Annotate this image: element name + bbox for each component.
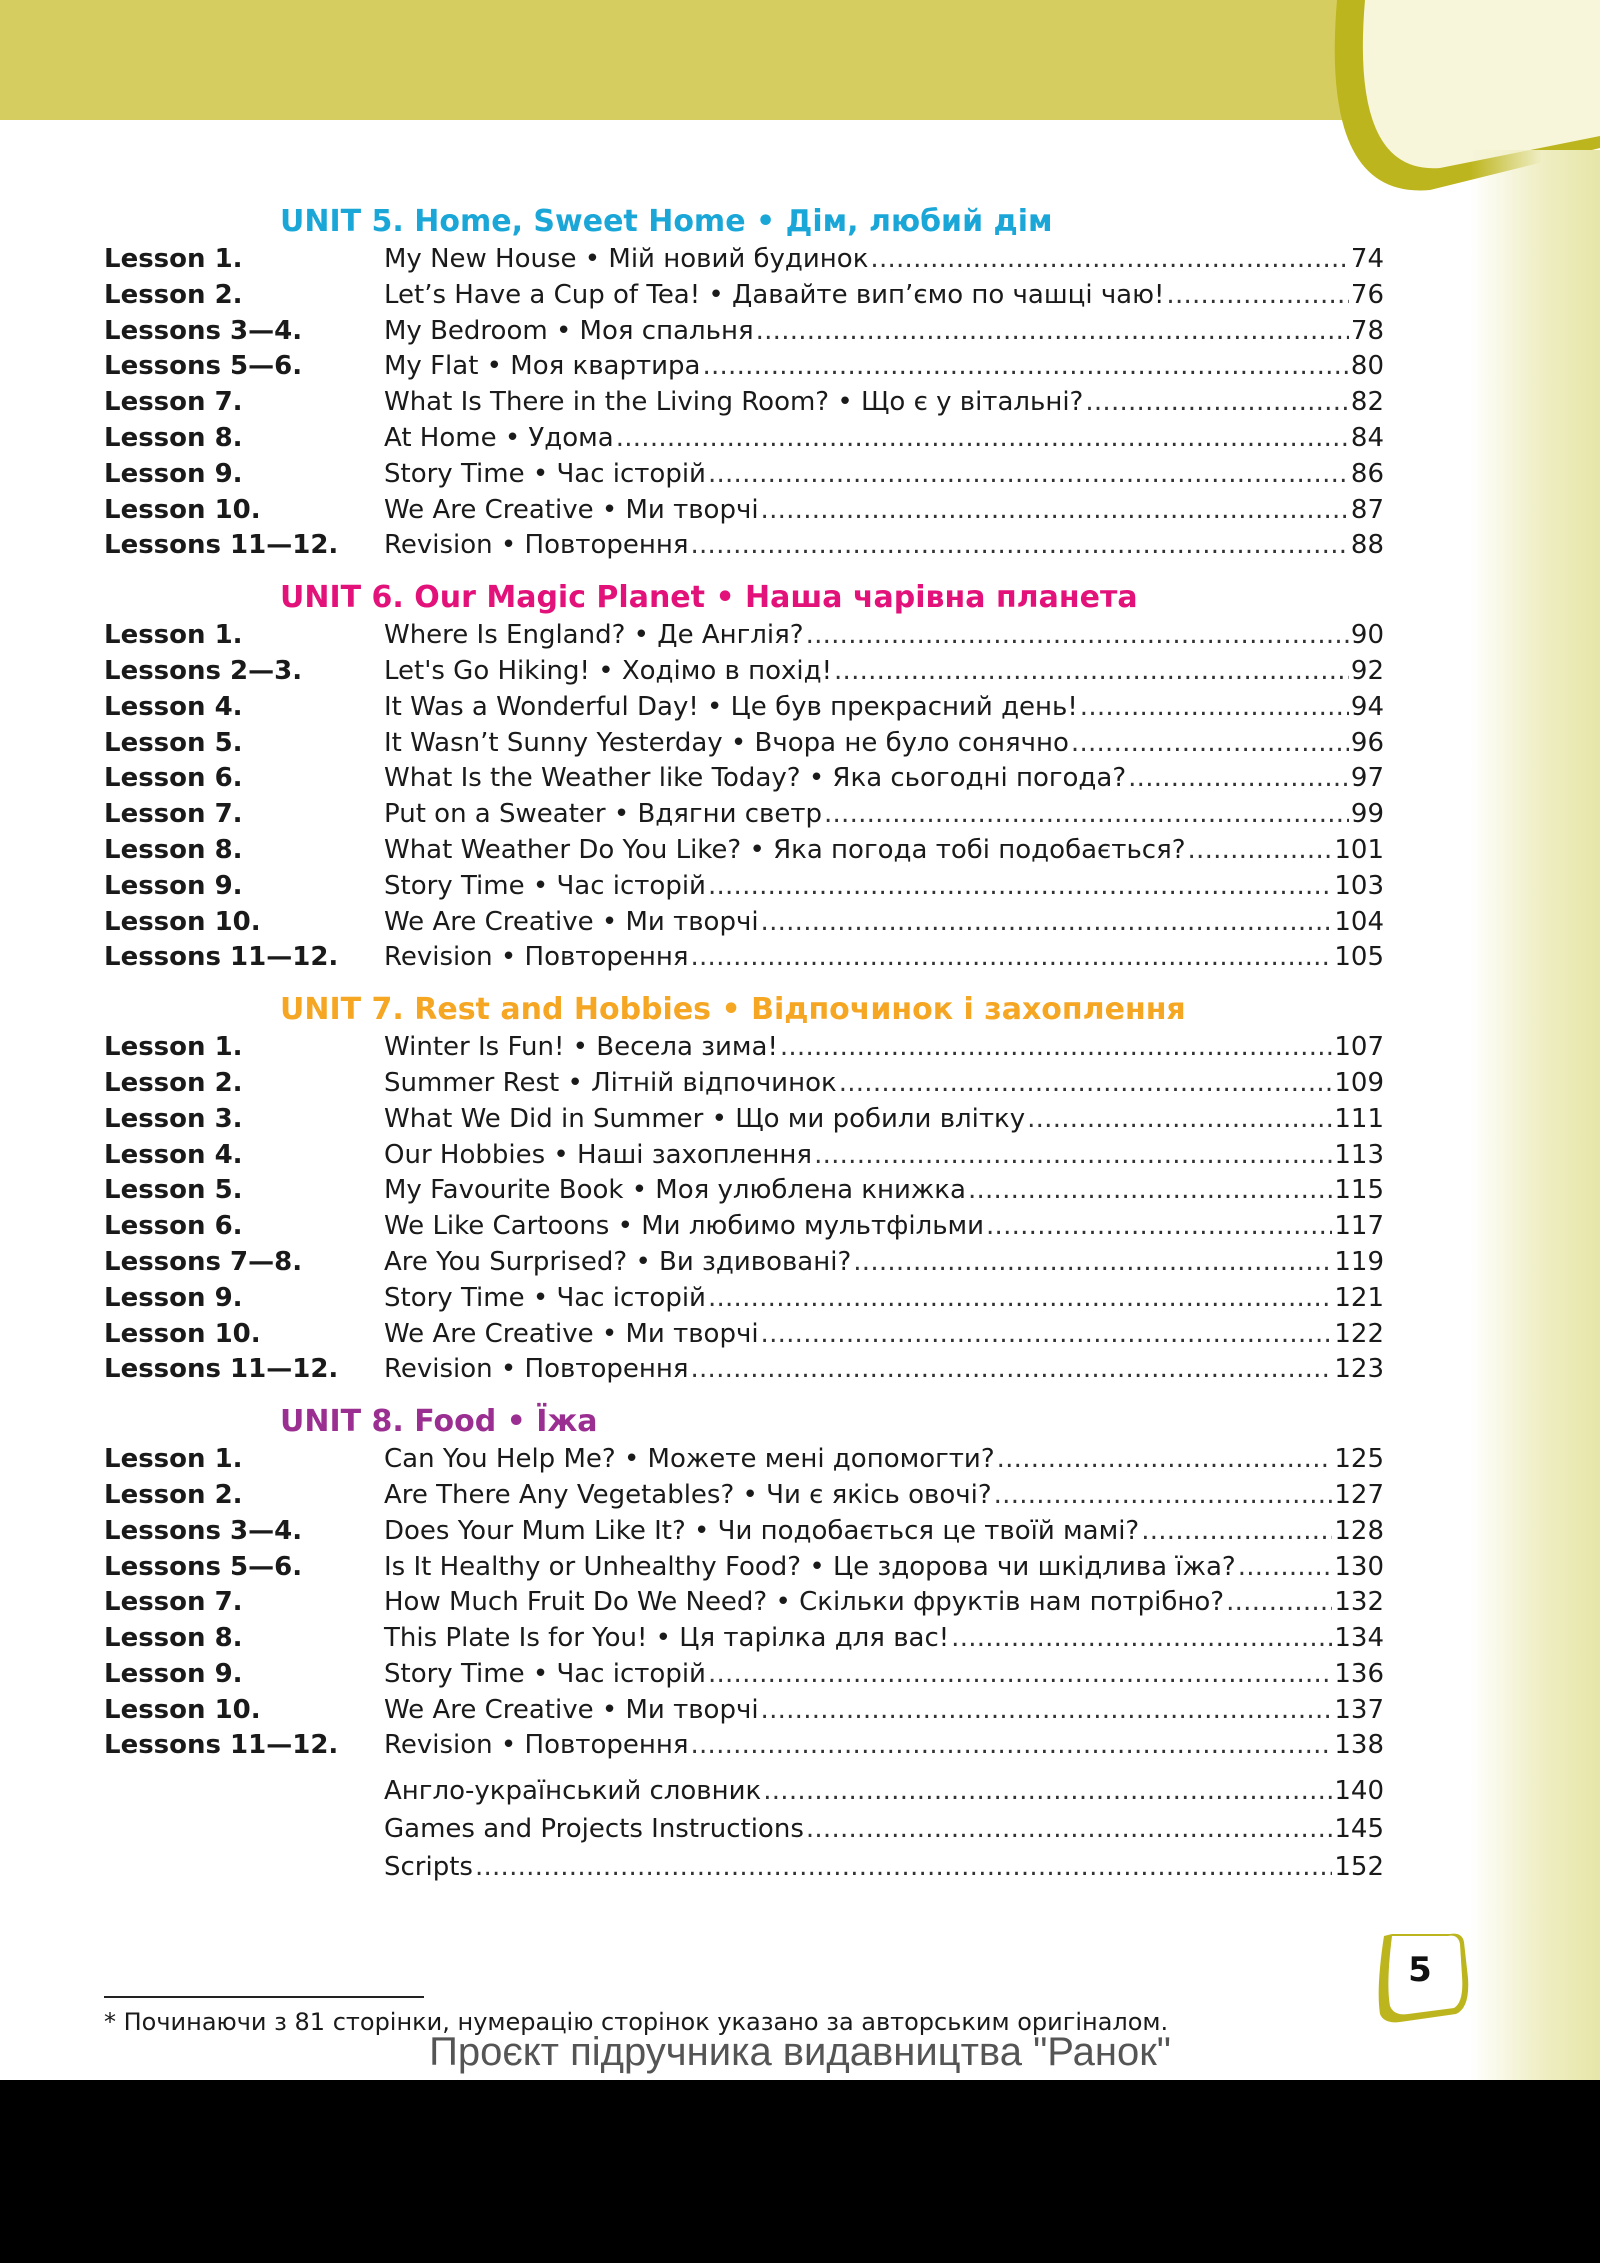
page-ref: 123: [1334, 1354, 1384, 1385]
page-ref: 84: [1350, 422, 1384, 453]
page-ref: 109: [1334, 1067, 1384, 1098]
lesson-title: What Weather Do You Like? • Яка погода тобі подобається?: [384, 834, 1186, 865]
dot-leader: [708, 871, 1332, 901]
lesson-title: Revision • Повторення: [384, 942, 689, 973]
dot-leader: [761, 1319, 1333, 1349]
lesson-title: Can You Help Me? • Можете мені допомогти?: [384, 1444, 995, 1475]
lesson-label: Lesson 5.: [104, 1175, 243, 1206]
page-ref: 140: [1334, 1776, 1384, 1807]
toc-row: [104, 1814, 1384, 1852]
page-ref: 145: [1334, 1814, 1384, 1845]
page-ref: 80: [1350, 351, 1384, 382]
unit-title: UNIT 7. Rest and Hobbies • Відпочинок і захоплення: [280, 992, 1186, 1028]
lesson-label: Lessons 11—12.: [104, 1354, 339, 1385]
lesson-title: Winter Is Fun! • Весела зима!: [384, 1032, 778, 1063]
dot-leader: [853, 1247, 1332, 1277]
lesson-title: Revision • Повторення: [384, 1730, 689, 1761]
dot-leader: [702, 351, 1348, 381]
lesson-label: Lessons 3—4.: [104, 1515, 303, 1546]
page-ref: 101: [1334, 834, 1384, 865]
dot-leader: [763, 1776, 1332, 1806]
unit-section: [104, 200, 1384, 566]
dot-leader: [1226, 1587, 1332, 1617]
toc-row: [104, 620, 1384, 656]
lesson-title: This Plate Is for You! • Ця тарілка для вас!: [384, 1623, 950, 1654]
unit-title: UNIT 8. Food • Їжа: [280, 1404, 598, 1440]
lesson-label: Lessons 5—6.: [104, 1551, 303, 1582]
toc-row: [104, 907, 1384, 943]
lesson-title: Does Your Mum Like It? • Чи подобається це твоїй мамі?: [384, 1515, 1140, 1546]
dot-leader: [968, 1175, 1332, 1205]
lesson-label: Lesson 10.: [104, 906, 261, 937]
lesson-title: My Flat • Моя квартира: [384, 351, 701, 382]
lesson-label: Lesson 9.: [104, 1658, 243, 1689]
side-gradient: [1470, 150, 1600, 2080]
lesson-label: Lesson 7.: [104, 387, 243, 418]
lesson-title: Are There Any Vegetables? • Чи є якісь овочі?: [384, 1479, 992, 1510]
page-ref: 86: [1350, 458, 1384, 489]
lesson-label: Lesson 7.: [104, 1587, 243, 1618]
lesson-label: Lessons 7—8.: [104, 1246, 303, 1277]
dot-leader: [708, 1283, 1332, 1313]
lesson-label: Lesson 3.: [104, 1103, 243, 1134]
toc-row: [104, 799, 1384, 835]
appendix-title: Scripts: [384, 1852, 473, 1883]
page-ref: 115: [1334, 1175, 1384, 1206]
lesson-title: What Is the Weather like Today? • Яка сьогодні погода?: [384, 763, 1127, 794]
dot-leader: [761, 907, 1333, 937]
lesson-title: Are You Surprised? • Ви здивовані?: [384, 1246, 852, 1277]
lesson-title: Story Time • Час історій: [384, 458, 706, 489]
lesson-label: Lessons 5—6.: [104, 351, 303, 382]
toc-row: [104, 459, 1384, 495]
toc-row: [104, 871, 1384, 907]
dot-leader: [1128, 763, 1349, 793]
page-ref: 138: [1334, 1730, 1384, 1761]
dot-leader: [691, 530, 1349, 560]
lesson-title: Summer Rest • Літній відпочинок: [384, 1067, 837, 1098]
page-ref: 97: [1350, 763, 1384, 794]
toc-row: [104, 387, 1384, 423]
toc-row: [104, 1247, 1384, 1283]
lesson-label: Lesson 1.: [104, 1444, 243, 1475]
unit-section: [104, 576, 1384, 978]
page-ref: 152: [1334, 1852, 1384, 1883]
page-ref: 105: [1334, 942, 1384, 973]
footnote: * Починаючи з 81 сторінки, нумерацію сторінок указано за авторським оригіналом.: [104, 2008, 1169, 2036]
page-ref: 113: [1334, 1139, 1384, 1170]
toc-row: [104, 1516, 1384, 1552]
lesson-label: Lesson 1.: [104, 1032, 243, 1063]
lesson-label: Lessons 11—12.: [104, 1730, 339, 1761]
lesson-label: Lesson 7.: [104, 799, 243, 830]
unit-title: UNIT 6. Our Magic Planet • Наша чарівна планета: [280, 580, 1138, 616]
toc-row: [104, 763, 1384, 799]
lesson-title: My Bedroom • Моя спальня: [384, 315, 754, 346]
toc-row: [104, 1587, 1384, 1623]
toc-row: [104, 692, 1384, 728]
lesson-label: Lesson 2.: [104, 279, 243, 310]
lesson-title: What Is There in the Living Room? • Що є у вітальні?: [384, 387, 1084, 418]
lesson-title: Story Time • Час історій: [384, 870, 706, 901]
toc-row: [104, 942, 1384, 978]
dot-leader: [691, 942, 1333, 972]
page-ref: 82: [1350, 387, 1384, 418]
page-ref: 136: [1334, 1658, 1384, 1689]
toc-row: [104, 351, 1384, 387]
toc-row: [104, 316, 1384, 352]
lesson-label: Lesson 6.: [104, 1211, 243, 1242]
page-ref: 87: [1350, 494, 1384, 525]
page-ref: 74: [1350, 244, 1384, 274]
dot-leader: [834, 656, 1349, 686]
lesson-label: Lesson 2.: [104, 1479, 243, 1510]
watermark: Проєкт підручника видавництва "Ранок": [429, 2030, 1171, 2074]
page-ref: 76: [1350, 279, 1384, 310]
page-ref: 132: [1334, 1587, 1384, 1618]
dot-leader: [1080, 692, 1349, 722]
page-ref: 103: [1334, 870, 1384, 901]
dot-leader: [806, 1814, 1333, 1844]
dot-leader: [708, 1659, 1332, 1689]
lesson-label: Lessons 2—3.: [104, 655, 303, 686]
lesson-title: Story Time • Час історій: [384, 1658, 706, 1689]
toc-row: [104, 656, 1384, 692]
dot-leader: [1071, 728, 1349, 758]
page-ref: 88: [1350, 530, 1384, 561]
toc-row: [104, 1211, 1384, 1247]
dot-leader: [780, 1032, 1332, 1062]
page-ref: 111: [1334, 1103, 1384, 1134]
appendix-list: [104, 1776, 1384, 1890]
toc-row: [104, 728, 1384, 764]
lesson-title: Revision • Повторення: [384, 530, 689, 561]
page-ref: 119: [1334, 1246, 1384, 1277]
page-ref: 128: [1334, 1515, 1384, 1546]
page-ref: 96: [1350, 727, 1384, 758]
dot-leader: [761, 1695, 1333, 1725]
toc-row: [104, 1354, 1384, 1390]
dot-leader: [691, 1730, 1333, 1760]
toc-row: [104, 1319, 1384, 1355]
unit-section: [104, 988, 1384, 1390]
dot-leader: [994, 1480, 1333, 1510]
lesson-title: Story Time • Час історій: [384, 1282, 706, 1313]
toc-row: [104, 1283, 1384, 1319]
lesson-title: How Much Fruit Do We Need? • Скільки фруктів нам потрібно?: [384, 1587, 1225, 1618]
dot-leader: [870, 244, 1348, 274]
dot-leader: [616, 423, 1349, 453]
lesson-label: Lesson 10.: [104, 1694, 261, 1725]
toc-row: [104, 280, 1384, 316]
page-ref: 94: [1350, 691, 1384, 722]
toc-row: [104, 1552, 1384, 1588]
appendix-title: Games and Projects Instructions: [384, 1814, 804, 1845]
dot-leader: [839, 1068, 1333, 1098]
page-ref: 92: [1350, 655, 1384, 686]
toc-row: [104, 1068, 1384, 1104]
dot-leader: [997, 1444, 1333, 1474]
dot-leader: [1085, 387, 1349, 417]
page-ref: 137: [1334, 1694, 1384, 1725]
lesson-title: We Are Creative • Ми творчі: [384, 1318, 759, 1349]
appendix-title: Англо-український словник: [384, 1776, 762, 1807]
table-of-contents: [104, 200, 1384, 1890]
page-ref: 121: [1334, 1282, 1384, 1313]
lesson-label: Lesson 4.: [104, 691, 243, 722]
lesson-title: Let’s Have a Cup of Tea! • Давайте вип’ємо по чашці чаю!: [384, 279, 1165, 310]
lesson-title: It Wasn’t Sunny Yesterday • Вчора не було сонячно: [384, 727, 1069, 758]
toc-row: [104, 530, 1384, 566]
lesson-label: Lessons 3—4.: [104, 315, 303, 346]
lesson-label: Lesson 9.: [104, 870, 243, 901]
dot-leader: [814, 1140, 1332, 1170]
lesson-label: Lesson 1.: [104, 620, 243, 651]
lesson-label: Lesson 1.: [104, 244, 243, 274]
lesson-label: Lesson 8.: [104, 834, 243, 865]
toc-row: [104, 1730, 1384, 1766]
lesson-title: My Favourite Book • Моя улюблена книжка: [384, 1175, 966, 1206]
page-ref: 130: [1334, 1551, 1384, 1582]
lesson-title: We Like Cartoons • Ми любимо мультфільми: [384, 1211, 985, 1242]
lesson-label: Lessons 11—12.: [104, 530, 339, 561]
lesson-title: My New House • Мій новий будинок: [384, 244, 869, 274]
dot-leader: [806, 620, 1349, 650]
lesson-title: Where Is England? • Де Англія?: [384, 620, 804, 651]
lesson-label: Lesson 9.: [104, 458, 243, 489]
page-ref: 78: [1350, 315, 1384, 346]
lesson-title: Revision • Повторення: [384, 1354, 689, 1385]
unit-section: [104, 1400, 1384, 1766]
toc-row: [104, 1104, 1384, 1140]
page-ref: 122: [1334, 1318, 1384, 1349]
toc-row: [104, 1444, 1384, 1480]
page-ref: 127: [1334, 1479, 1384, 1510]
toc-row: [104, 1480, 1384, 1516]
lesson-title: Let's Go Hiking! • Ходімо в похід!: [384, 655, 833, 686]
lesson-label: Lesson 5.: [104, 727, 243, 758]
lesson-label: Lesson 10.: [104, 494, 261, 525]
dot-leader: [1238, 1552, 1333, 1582]
dot-leader: [1166, 280, 1348, 310]
lesson-title: We Are Creative • Ми творчі: [384, 1694, 759, 1725]
dot-leader: [691, 1354, 1333, 1384]
toc-row: [104, 1623, 1384, 1659]
page-ref: 125: [1334, 1444, 1384, 1475]
lesson-label: Lesson 10.: [104, 1318, 261, 1349]
page-ref: 90: [1350, 620, 1384, 651]
page-ref: 117: [1334, 1211, 1384, 1242]
dot-leader: [475, 1852, 1332, 1882]
lesson-label: Lesson 9.: [104, 1282, 243, 1313]
lesson-title: At Home • Удома: [384, 422, 614, 453]
dot-leader: [1141, 1516, 1332, 1546]
page-ref: 134: [1334, 1623, 1384, 1654]
toc-row: [104, 244, 1384, 280]
page-ref: 99: [1350, 799, 1384, 830]
lesson-title: What We Did in Summer • Що ми робили влітку: [384, 1103, 1026, 1134]
footnote-rule: [104, 1996, 424, 1998]
dot-leader: [761, 495, 1349, 525]
lesson-label: Lesson 8.: [104, 1623, 243, 1654]
lesson-title: We Are Creative • Ми творчі: [384, 494, 759, 525]
dot-leader: [824, 799, 1349, 829]
lesson-title: It Was a Wonderful Day! • Це був прекрасний день!: [384, 691, 1078, 722]
dot-leader: [756, 316, 1349, 346]
dot-leader: [986, 1211, 1332, 1241]
lesson-title: Is It Healthy or Unhealthy Food? • Це здорова чи шкідлива їжа?: [384, 1551, 1236, 1582]
toc-row: [104, 1032, 1384, 1068]
toc-row: [104, 423, 1384, 459]
dot-leader: [951, 1623, 1332, 1653]
dot-leader: [1027, 1104, 1332, 1134]
page-number: 5: [1408, 1950, 1432, 1990]
toc-row: [104, 1659, 1384, 1695]
page-ref: 107: [1334, 1032, 1384, 1063]
lesson-title: Our Hobbies • Наші захоплення: [384, 1139, 813, 1170]
lesson-label: Lesson 8.: [104, 422, 243, 453]
toc-row: [104, 1140, 1384, 1176]
toc-row: [104, 835, 1384, 871]
dot-leader: [1188, 835, 1333, 865]
toc-row: [104, 1695, 1384, 1731]
lesson-label: Lessons 11—12.: [104, 942, 339, 973]
toc-row: [104, 1852, 1384, 1890]
page-ref: 104: [1334, 906, 1384, 937]
toc-row: [104, 1776, 1384, 1814]
lesson-title: We Are Creative • Ми творчі: [384, 906, 759, 937]
toc-row: [104, 495, 1384, 531]
lesson-label: Lesson 4.: [104, 1139, 243, 1170]
dot-leader: [708, 459, 1349, 489]
toc-row: [104, 1175, 1384, 1211]
lesson-label: Lesson 6.: [104, 763, 243, 794]
lesson-title: Put on a Sweater • Вдягни светр: [384, 799, 822, 830]
unit-title: UNIT 5. Home, Sweet Home • Дім, любий дім: [280, 204, 1053, 239]
lesson-label: Lesson 2.: [104, 1067, 243, 1098]
